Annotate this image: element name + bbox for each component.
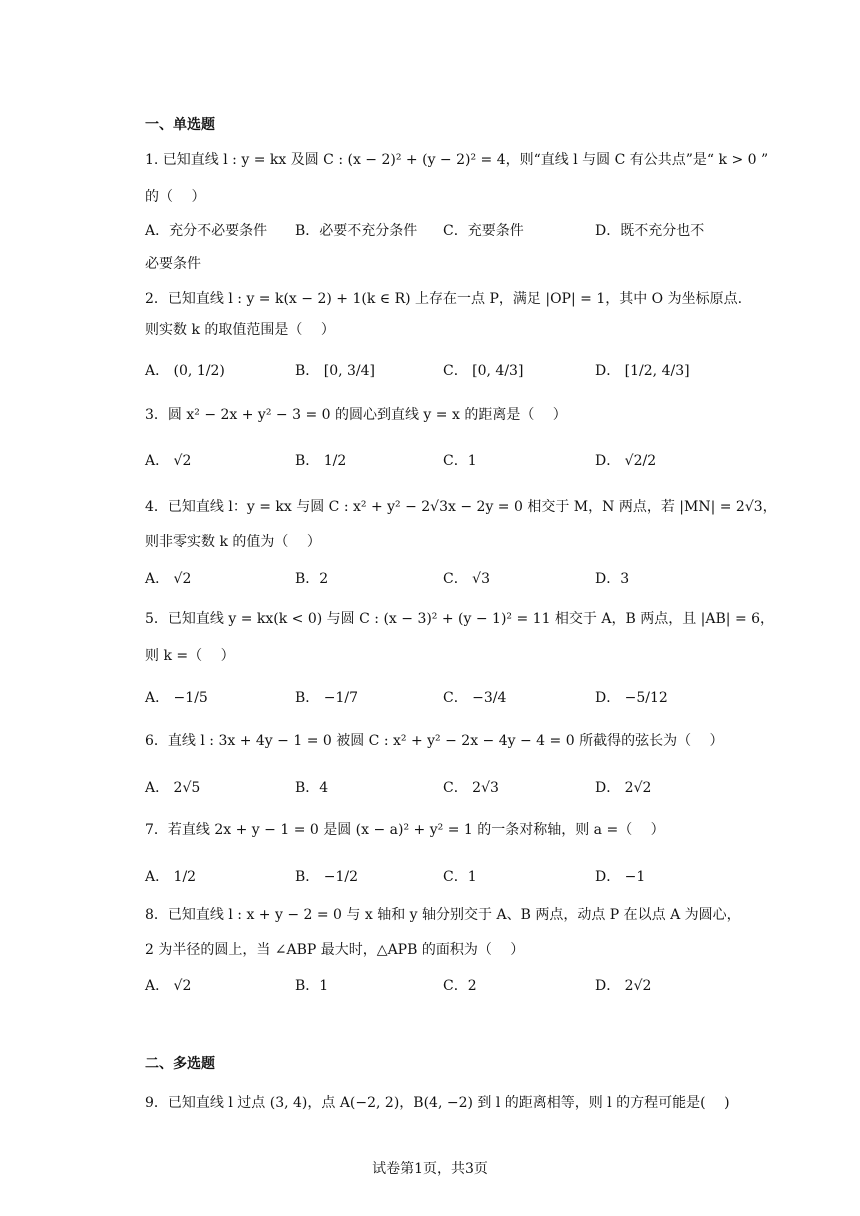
option-a: A． 2√5 [145,780,201,796]
question-3-stem: 3．圆 x² − 2x + y² − 3 = 0 的圆心到直线 y = x 的距离是（ ） [145,407,567,423]
section-heading-multiple-choice: 二、多选题 [145,1056,215,1072]
question-7-stem: 7．若直线 2x + y − 1 = 0 是圆 (x − a)² + y² = 1 的一条对称轴，则 a =（ ） [145,822,665,838]
option-b: B． −1/2 [295,869,358,885]
option-d: D． 2√2 [595,978,652,994]
option-b: B． 1/2 [295,453,347,469]
option-c: C． [0, 4/3] [443,363,524,379]
page-footer: 试卷第1页，共3页 [372,1161,488,1177]
option-d: D．既不充分也不 [595,223,705,239]
question-1-stem: 1. 已知直线 l : y = kx 及圆 C : (x − 2)² + (y − 2)² = 4，则“直线 l 与圆 C 有公共点”是“ k > 0 ” [145,152,769,168]
question-5-stem: 5．已知直线 y = kx(k < 0) 与圆 C : (x − 3)² + (y − 1)² = 11 相交于 A，B 两点，且 |AB| = 6， [145,611,775,627]
option-a: A．充分不必要条件 [145,223,268,239]
option-d: D． √2/2 [595,453,657,469]
question-8-stem-cont: 2 为半径的圆上，当 ∠ABP 最大时，△APB 的面积为（ ） [145,942,525,958]
question-8-stem: 8．已知直线 l : x + y − 2 = 0 与 x 轴和 y 轴分别交于 A、B 两点，动点 P 在以点 A 为圆心， [145,907,741,923]
question-1-stem-cont: 的（ ） [145,189,206,205]
option-d: D．3 [595,571,630,587]
option-b: B．必要不充分条件 [295,223,418,239]
option-a: A． √2 [145,453,192,469]
option-b: B．4 [295,780,329,796]
option-d: D． [1/2, 4/3] [595,363,690,379]
question-4-stem-cont: 则非零实数 k 的值为（ ） [145,534,321,550]
question-1-option-d-cont: 必要条件 [145,256,201,272]
question-6-stem: 6．直线 l : 3x + 4y − 1 = 0 被圆 C : x² + y² − 2x − 4y − 4 = 0 所截得的弦长为（ ） [145,733,724,749]
option-c: C．充要条件 [443,223,524,239]
option-a: A． √2 [145,571,192,587]
question-6-options [145,777,725,801]
question-5-stem-cont: 则 k =（ ） [145,648,235,664]
option-d: D． −1 [595,869,646,885]
question-1-options [145,220,725,244]
option-c: C．2 [443,978,477,994]
option-a: A． −1/5 [145,690,208,706]
option-c: C． √3 [443,571,490,587]
option-c: C．1 [443,869,477,885]
question-3-options [145,450,725,474]
question-9-stem: 9．已知直线 l 过点 (3, 4)，点 A(−2, 2)，B(4, −2) 到 l 的距离相等，则 l 的方程可能是( ) [145,1095,730,1111]
option-b: B．1 [295,978,329,994]
question-7-options [145,866,725,890]
option-c: C．1 [443,453,477,469]
question-2-stem-cont: 则实数 k 的取值范围是（ ） [145,322,335,338]
option-a: A． 1/2 [145,869,197,885]
question-4-stem: 4．已知直线 l：y = kx 与圆 C : x² + y² − 2√3x − 2y = 0 相交于 M，N 两点，若 |MN| = 2√3， [145,499,777,515]
option-c: C． −3/4 [443,690,507,706]
option-a: A． (0, 1/2) [145,363,225,379]
question-5-options [145,687,725,711]
question-4-options [145,568,725,592]
option-b: B．2 [295,571,329,587]
option-a: A． √2 [145,978,192,994]
option-b: B． −1/7 [295,690,358,706]
option-c: C． 2√3 [443,780,499,796]
question-8-options [145,975,725,999]
option-d: D． 2√2 [595,780,652,796]
option-b: B． [0, 3/4] [295,363,376,379]
option-d: D． −5/12 [595,690,668,706]
section-heading-single-choice: 一、单选题 [145,117,215,133]
question-2-options [145,360,725,384]
question-2-stem: 2．已知直线 l : y = k(x − 2) + 1(k ∈ R) 上存在一点 P，满足 |OP| = 1，其中 O 为坐标原点. [145,291,743,307]
